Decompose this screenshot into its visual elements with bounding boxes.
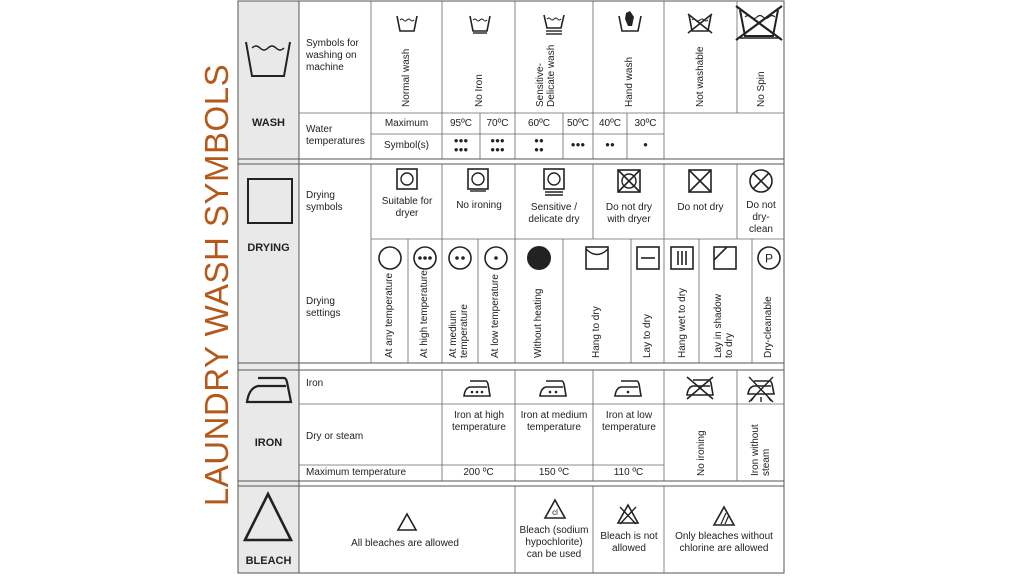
drying-label-no-dry-clean: Do not dry-clean (746, 200, 776, 235)
dots-40: ●● (605, 140, 615, 149)
drying-settings-label: Drying settings (306, 296, 341, 319)
wash-machine-label: Symbols for washing on machine (306, 38, 359, 73)
circle-medium-temp-icon (447, 245, 473, 271)
hand-wash-icon (617, 10, 643, 34)
dry-clean-p-icon (756, 245, 782, 271)
wash-category-label: WASH (252, 117, 285, 129)
temp-40: 40ºC (599, 118, 621, 129)
bleach-not-allowed-label: Bleach is not allowed (600, 531, 658, 554)
no-spin-icon (734, 4, 784, 42)
laundry-chart: LAUNDRY WASH SYMBOLS WASH Symbols for washing on machine Water temperatures Maximum Symbol(s) Normal wash No Iron Sensitive-Delicate wash Hand wash Not washable No Spin 95ºC 70ºC 60ºC 50ºC 40ºC 30ºC ●●● ●●● ●●● ●●● ●● ●● ●●● ●● ● DRYING Drying symbols Drying settings Suitable for dryer No ironing Sensitive / delicate dry Do not dry with dryer Do not dry Do not dry-clean P At any temperature At high temperature At medium temperature At low temperature Without heating Hang to dry Lay to dry Hang wet to dry Lay in shadow to dry Dry-cleanable IRON Iron Dry or steam Maximum temperature Iron at high temperature Iron at medium temperature Iron at low temperature 200 ºC 150 ºC 110 ºC No ironing Iron without steam BLEACH cl All bleaches are allowed Bleach (sodium hypochlorite) can be used Bleach is not allowed Only bleaches without chlorine are allowed (0, 0, 1024, 576)
drying-label-suitable-dryer: Suitable for dryer (381, 196, 433, 219)
temp-95: 95ºC (450, 118, 472, 129)
no-ironing-icon (684, 375, 716, 401)
bleach-allowed-icon (396, 512, 418, 532)
filled-circle-no-heat-icon (525, 244, 553, 272)
iron-temp-150: 150 ºC (538, 467, 570, 478)
washtub-large-icon (242, 36, 294, 80)
symbols-label: Symbol(s) (383, 140, 429, 151)
iron-category-label: IRON (254, 437, 283, 449)
lay-to-dry-icon (636, 246, 660, 270)
iron-label: Iron (306, 378, 324, 389)
temp-70: 70ºC (486, 118, 509, 129)
max-temperature-label: Maximum temperature (306, 467, 407, 478)
circle-high-temp-icon (412, 245, 438, 271)
iron-large-icon (244, 374, 294, 406)
bleach-sodium-label: Bleach (sodium hypochlorite) can be used (519, 525, 589, 560)
no-bleach-icon (616, 503, 640, 525)
temp-60: 60ºC (528, 118, 550, 129)
drying-label-no-dryer: Do not dry with dryer (605, 202, 653, 225)
no-ironing-dry-icon (467, 168, 489, 192)
dry-or-steam-label: Dry or steam (306, 431, 364, 442)
iron-medium-icon (538, 379, 568, 399)
dots-70: ●●● ●●● (490, 136, 505, 154)
drying-square-large-icon (246, 177, 294, 225)
drying-label-do-not-dry: Do not dry (677, 202, 724, 213)
do-not-dry-clean-icon (748, 168, 774, 194)
drying-label-delicate: Sensitive / delicate dry (528, 202, 580, 225)
circle-low-temp-icon (483, 245, 509, 271)
drying-symbols-label: Drying symbols (306, 190, 343, 213)
tumble-dry-icon (396, 168, 418, 190)
no-iron-wash-icon (468, 13, 492, 33)
temp-30: 30ºC (634, 118, 657, 129)
delicate-dry-icon (543, 168, 565, 196)
chlorine-bleach-icon (543, 498, 567, 520)
iron-high-icon (462, 379, 492, 399)
bleach-all-allowed-label: All bleaches are allowed (351, 538, 459, 549)
dry-in-shade-icon (713, 246, 737, 270)
bleach-triangle-large-icon (242, 490, 294, 544)
do-not-tumble-dry-icon (616, 168, 642, 194)
iron-no-steam-icon (744, 375, 778, 403)
drying-label-no-ironing: No ironing (456, 200, 502, 211)
iron-medium-label: Iron at medium temperature (520, 410, 588, 433)
svg-text:P: P (764, 251, 774, 266)
iron-temp-200: 200 ºC (463, 467, 494, 478)
dots-50: ●●● (570, 140, 586, 149)
drip-dry-icon (670, 246, 694, 270)
iron-low-icon (613, 379, 643, 399)
dots-95: ●●● ●●● (453, 136, 469, 154)
svg-text:cl: cl (552, 508, 558, 517)
do-not-dry-icon (687, 168, 713, 194)
delicate-wash-icon (542, 12, 566, 36)
maximum-label: Maximum (384, 118, 429, 129)
temp-50: 50ºC (567, 118, 589, 129)
iron-low-label: Iron at low temperature (602, 410, 656, 433)
dots-30: ● (643, 140, 648, 149)
hang-to-dry-icon (585, 246, 609, 270)
bleach-non-chlorine-label: Only bleaches without chlorine are allowed (675, 531, 773, 554)
dots-60: ●● ●● (534, 136, 544, 154)
drying-category-label: DRYING (247, 242, 290, 254)
chart-title-text: LAUNDRY WASH SYMBOLS (198, 63, 235, 507)
iron-temp-110: 110 ºC (613, 467, 644, 478)
bleach-category-label: BLEACH (245, 555, 292, 567)
not-washable-icon (686, 12, 714, 34)
iron-high-label: Iron at high temperature (452, 410, 506, 433)
water-temperatures-label: Water temperatures (306, 124, 365, 147)
non-chlorine-bleach-icon (712, 505, 736, 527)
circle-any-temp-icon (377, 245, 403, 271)
